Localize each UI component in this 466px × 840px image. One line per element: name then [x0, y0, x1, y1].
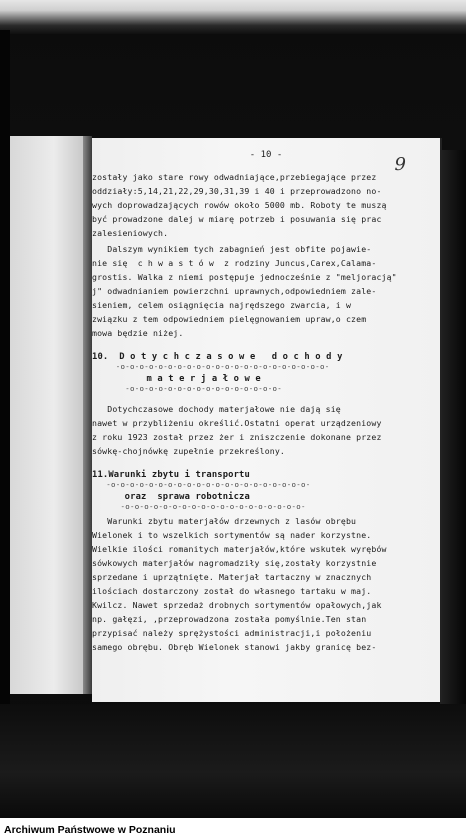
text-line: zostały jako stare rowy odwadniające,przebiegające przez: [92, 172, 377, 182]
text-line: grostis. Walka z niemi postępuje jednocześnie z "meljoracją": [92, 272, 397, 282]
book-gutter: [83, 136, 92, 694]
text-line: Wielonek i to wszelkich sortymentów są nader korzystne.: [92, 530, 372, 540]
text-line: Dalszym wynikiem tych zabagnień jest obfite pojawie-: [92, 244, 372, 254]
previous-page-edge: [10, 136, 83, 694]
text-line: Wielkie ilości romanitych materjałów,które wskutek wyrębów: [92, 544, 387, 554]
heading-underline: -o-o-o-o-o-o-o-o-o-o-o-o-o-o-o-o-o-o-o-o-o-o-: [92, 362, 330, 371]
text-line: np. gałęzi, ,przeprowadzona została pomyślnie.Ten stan: [92, 614, 367, 624]
section-heading: 11.Warunki zbytu i transportu: [92, 470, 250, 480]
text-line: Dotychczasowe dochody materjałowe nie dają się: [92, 404, 341, 414]
text-line: Kwilcz. Nawet sprzedaż drobnych sortymentów opałowych,jak: [92, 600, 382, 610]
heading-underline: -o-o-o-o-o-o-o-o-o-o-o-o-o-o-o-o-: [92, 384, 282, 393]
text-line: z roku 1923 został przez żer i zniszczenie dokonane przez: [92, 432, 382, 442]
archive-name: Archiwum Państwowe w Poznaniu: [4, 824, 176, 836]
section-heading: oraz sprawa robotnicza: [92, 492, 250, 502]
text-line: nawet w przybliżeniu określić.Ostatni operat urządzeniowy: [92, 418, 382, 428]
archive-footer: [0, 818, 466, 840]
text-line: sówkę-chojnówkę zupełnie przekreślony.: [92, 446, 286, 456]
text-line: mowa będzie niżej.: [92, 328, 184, 338]
text-line: j" odwadnianiem powierzchni uprawnych,odpowiedniem zale-: [92, 286, 377, 296]
text-line: związku z tem odpowiedniem pielęgnowaniem upraw,o czem: [92, 314, 367, 324]
page-number: - 10 -: [249, 150, 283, 160]
section-heading: m a t e r j a ł o w e: [92, 374, 261, 384]
film-bottom-band: [0, 704, 466, 818]
text-line: sprzedane i uprzątnięte. Materjał tartaczny w znacznych: [92, 572, 372, 582]
handwritten-folio-number: 9: [394, 154, 406, 175]
text-line: być prowadzone dalej w miarę potrzeb i posuwania się prac: [92, 214, 382, 224]
text-line: ilościach dostarczony został do własnego tartaku w maj.: [92, 586, 372, 596]
text-line: przypisać należy sprężystości administracji,i położeniu: [92, 628, 372, 638]
section-heading: 10. D o t y c h c z a s o w e d o c h o d y: [92, 352, 343, 362]
heading-underline: -o-o-o-o-o-o-o-o-o-o-o-o-o-o-o-o-o-o-o-o-o-: [92, 480, 311, 489]
text-line: nie się c h w a s t ó w z rodziny Juncus,Carex,Calama-: [92, 258, 377, 268]
text-line: Warunki zbytu materjałów drzewnych z lasów obrębu: [92, 516, 357, 526]
film-left-edge: [0, 30, 10, 818]
text-line: sówkowych materjałów nagromadziły się,zostały korzystnie: [92, 558, 377, 568]
text-line: samego obrębu. Obręb Wielonek stanowi jakby granicę bez-: [92, 642, 377, 652]
heading-underline: -o-o-o-o-o-o-o-o-o-o-o-o-o-o-o-o-o-o-o-: [92, 502, 306, 511]
text-line: oddziały:5,14,21,22,29,30,31,39 i 40 i przeprowadzono no-: [92, 186, 382, 196]
document-page: [92, 138, 440, 702]
text-line: sieniem, celem osiągnięcia najrędszego zwarcia, i w: [92, 300, 352, 310]
text-line: wych doprowadzających rowów około 5000 mb. Roboty te muszą: [92, 200, 387, 210]
film-right-edge: [440, 150, 466, 710]
film-top-band: [0, 0, 466, 34]
text-line: zalesieniowych.: [92, 228, 169, 238]
